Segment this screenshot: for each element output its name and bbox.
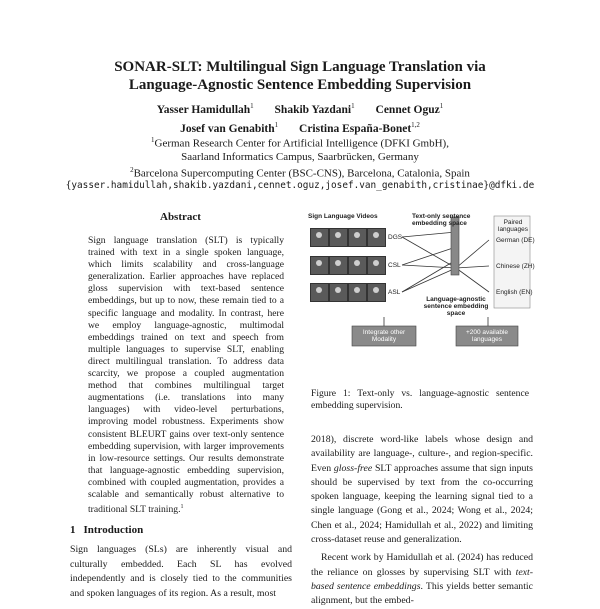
lang-asl-label: ASL bbox=[388, 289, 401, 296]
introduction-text: Sign languages (SLs) are inherently visual and culturally embedded. Each SL has evolved independently and is closely tied to the communities and spoken languages of its region. As a result, most bbox=[70, 544, 292, 599]
label-sign-videos: Sign Language Videos bbox=[308, 213, 378, 220]
label-language-agnostic-space: Language-agnostic sentence embedding space bbox=[423, 296, 489, 317]
video-frame-thumbnail bbox=[348, 228, 367, 247]
title-line-2: Language-Agnostic Sentence Embedding Supervision bbox=[128, 77, 472, 93]
video-frame-thumbnail bbox=[329, 283, 348, 302]
lang-csl-label: CSL bbox=[388, 262, 401, 269]
label-paired-languages: Paired languages bbox=[498, 219, 528, 233]
affiliation-1-cont: Saarland Informatics Campus, Saarbrücken, Germany bbox=[181, 150, 419, 163]
output-english: English (EN) bbox=[496, 289, 533, 296]
footnote-mark[interactable]: 1 bbox=[180, 504, 184, 511]
video-frame-thumbnail bbox=[310, 228, 329, 247]
video-frame-thumbnail bbox=[367, 256, 386, 275]
abstract-text: Sign language translation (SLT) is typically trained with text in a single spoken language, which limits scalability and cross-language generalization. Earlier approaches have replaced gloss supervision with text-based sentence embeddings, but up to now, these remain tied to a specific language and modality. In contrast, here we employ language-agnostic, multimodal embeddings trained on text and speech from multiple languages to supervise SLT, enabling direct multilingual translation. To address data scarcity, we propose a coupled augmentation method that combines multilingual target augmentations (i.e. translations into many languages) with video-level perturbations, improving model robustness. Experiments show consistent BLEURT gains over text-only sentence embedding supervision, with larger improvements in low-resource settings. Our results demonstrate that language-agnostic embedding supervision, combined with coupled augmentation, provides a scalable and semantically robust alternative to traditional SLT training.$^1$ bbox=[88, 235, 284, 516]
video-frame-thumbnail bbox=[367, 228, 386, 247]
paragraph: 2018), discrete word-like labels whose design and availability are language-, culture-, and region-specific. Even gloss-free SLT approaches assume that sign inputs should be supervised by text from the co-occurring spoken language, keeping the learning signal tied to a single language (Gong et al., 2024; Wong et al., 2024; Chen et al., 2024; Hamidullah et al., 2022) and limiting cross-dataset reuse and generalization. bbox=[311, 434, 533, 546]
author: Yasser Hamidullah$^1$ bbox=[156, 102, 254, 116]
author-list bbox=[0, 99, 600, 137]
abstract-heading: Abstract bbox=[160, 211, 201, 223]
right-column-text bbox=[311, 433, 533, 609]
box-available-languages: +200 available languages bbox=[465, 329, 509, 343]
title-line-1: SONAR-SLT: Multilingual Sign Language Translation via bbox=[114, 59, 486, 75]
author: Shakib Yazdani$^1$ bbox=[274, 102, 355, 116]
author-emails[interactable]: {yasser.hamidullah,shakib.yazdani,cennet.oguz,josef.van_genabith,cristinae}@dfki.de bbox=[65, 180, 535, 191]
author: Cennet Oguz$^1$ bbox=[375, 102, 444, 116]
paper-title bbox=[0, 58, 600, 94]
video-frame-thumbnail bbox=[329, 228, 348, 247]
affiliation-1: $^1$German Research Center for Artificial Intelligence (DFKI GmbH), bbox=[151, 136, 449, 150]
figure-1 bbox=[306, 212, 534, 360]
section-heading-introduction: 1 Introduction bbox=[70, 524, 144, 536]
video-frame-thumbnail bbox=[367, 283, 386, 302]
video-frame-thumbnail bbox=[348, 256, 367, 275]
paragraph: Recent work by Hamidullah et al. (2024) has reduced the reliance on glosses by supervising SLT with text-based sentence embeddings. This yields better semantic alignment, but the embed- bbox=[311, 552, 533, 607]
affiliations bbox=[0, 134, 600, 180]
video-frame-thumbnail bbox=[310, 256, 329, 275]
output-chinese: Chinese (ZH) bbox=[496, 263, 535, 270]
authors-line-1 bbox=[0, 99, 600, 118]
output-german: German (DE) bbox=[496, 237, 535, 244]
label-text-only: Text-only sentence embedding space bbox=[412, 213, 471, 227]
box-integrate-modality: Integrate other Modality bbox=[362, 329, 406, 343]
video-frame-thumbnail bbox=[329, 256, 348, 275]
video-frame-thumbnail bbox=[310, 283, 329, 302]
figure-1-caption: Figure 1: Text-only vs. language-agnostic sentence embedding supervision. bbox=[311, 388, 529, 411]
author: Cristina España-Bonet$^{1,2}$ bbox=[299, 120, 420, 135]
lang-dgs-label: DGS bbox=[388, 234, 403, 241]
affiliation-2: $^2$Barcelona Supercomputing Center (BSC-CNS), Barcelona, Catalonia, Spain bbox=[130, 165, 470, 180]
video-frame-thumbnail bbox=[348, 283, 367, 302]
author: Josef van Genabith$^1$ bbox=[180, 120, 279, 135]
